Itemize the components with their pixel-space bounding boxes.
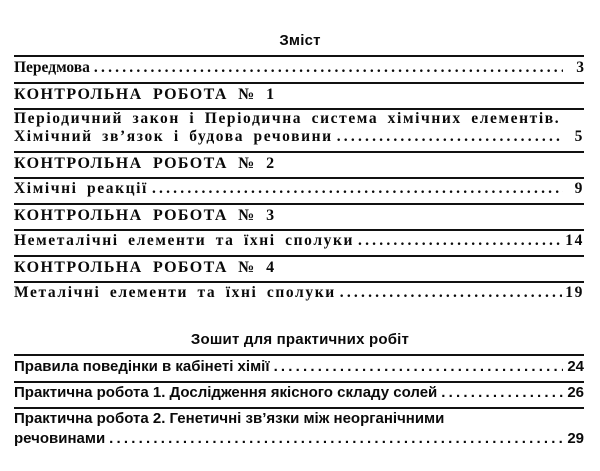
toc-entry-periodic-law bbox=[14, 126, 584, 148]
workbook-heading: Зошит для практичних робіт bbox=[190, 331, 410, 348]
toc-entry-text-line1: Практична робота 2. Генетичні зв’язки між неорганічними bbox=[14, 410, 445, 427]
toc-entry-page: 19 bbox=[565, 284, 584, 301]
dot-leader bbox=[337, 126, 563, 148]
toc-section-heading: КОНТРОЛЬНА РОБОТА № 2 bbox=[14, 155, 276, 172]
toc-entry-page: 26 bbox=[567, 384, 584, 401]
contents-heading: Зміст bbox=[279, 32, 321, 49]
dot-leader bbox=[274, 356, 563, 378]
toc-entry-text: Практична робота 1. Дослідження якісного складу солей bbox=[14, 384, 438, 401]
dot-leader bbox=[94, 57, 563, 79]
dot-leader bbox=[358, 230, 562, 252]
toc-entry-text: Хімічний зв’язок і будова речовини bbox=[14, 128, 333, 145]
dot-leader bbox=[340, 282, 563, 304]
toc-section-heading: КОНТРОЛЬНА РОБОТА № 4 bbox=[14, 259, 276, 276]
toc-entry-page: 3 bbox=[576, 59, 584, 76]
toc-section-heading: КОНТРОЛЬНА РОБОТА № 1 bbox=[14, 86, 276, 103]
toc-entry-text: Хімічні реакції bbox=[14, 180, 148, 197]
toc-entry-page: 5 bbox=[574, 128, 584, 145]
toc-entry-text: Металічні елементи та їхні сполуки bbox=[14, 284, 336, 301]
dot-leader bbox=[441, 382, 563, 404]
toc-entry-practical-2 bbox=[14, 428, 584, 450]
toc-entry-page: 29 bbox=[567, 430, 584, 447]
toc-entry-text: речовинами bbox=[14, 430, 106, 447]
toc-entry-text: Неметалічні елементи та їхні сполуки bbox=[14, 232, 355, 249]
toc-entry-text: Правила поведінки в кабінеті хімії bbox=[14, 358, 270, 375]
toc-entry-chemical-reactions bbox=[14, 178, 584, 200]
toc-entry-text-line1: Періодичний закон і Періодична система хімічних елементів. bbox=[14, 110, 561, 127]
toc-entry-foreword bbox=[14, 57, 584, 79]
toc-entry-page: 24 bbox=[567, 358, 584, 375]
toc-entry-text: Передмова bbox=[14, 59, 90, 76]
toc-entry-page: 14 bbox=[565, 232, 584, 249]
toc-entry-metals bbox=[14, 282, 584, 304]
dot-leader bbox=[109, 428, 563, 450]
dot-leader bbox=[152, 178, 563, 200]
toc-section-heading: КОНТРОЛЬНА РОБОТА № 3 bbox=[14, 207, 276, 224]
toc-entry-nonmetals bbox=[14, 230, 584, 252]
toc-entry-practical-1 bbox=[14, 382, 584, 404]
toc-entry-page: 9 bbox=[574, 180, 584, 197]
toc-entry-safety-rules bbox=[14, 356, 584, 378]
